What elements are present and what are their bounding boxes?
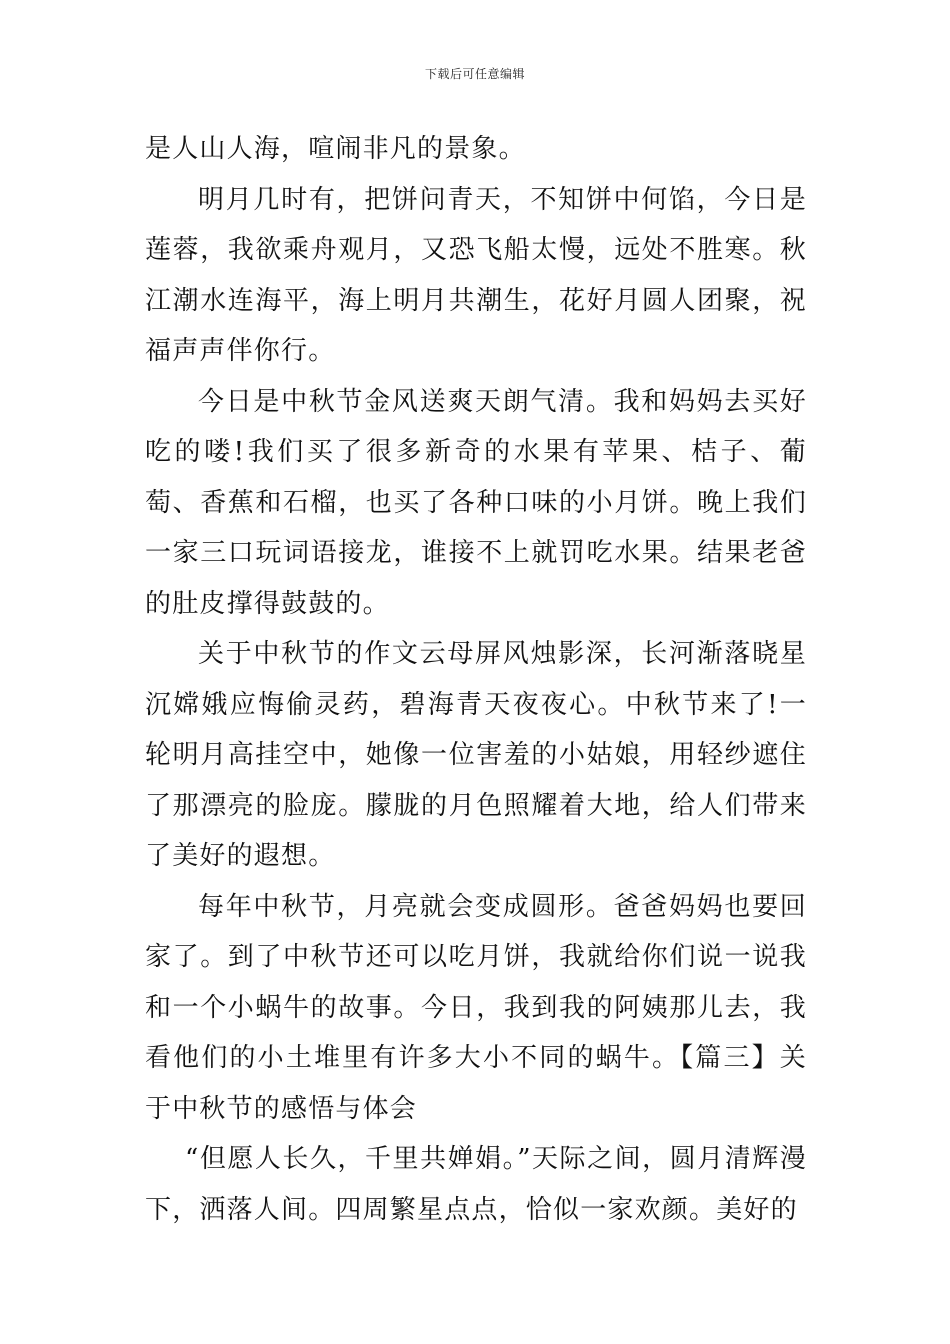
paragraph-essay-moon: 关于中秋节的作文云母屏风烛影深，长河渐落晓星沉嫦娥应悔偷灵药，碧海青天夜夜心。中秋节来了!一轮明月高挂空中，她像一位害羞的小姑娘，用轻纱遮住了那漂亮的脸庞。朦胧的月色照耀着大地，给人们带来了美好的遐想。 [145,639,807,871]
page-header-note: 下载后可任意编辑 [424,67,525,81]
paragraph-quote-opening: “但愿人长久，千里共婵娟。”天际之间，圆月清辉漫下，洒落人间。四周繁星点点，恰似一家欢颜。美好的 [145,1144,807,1225]
document-body [145,124,807,1235]
paragraph-shopping-with-mom: 今日是中秋节金风送爽天朗气清。我和妈妈去买好吃的喽!我们买了很多新奇的水果有苹果、桔子、葡萄、香蕉和石榴，也买了各种口味的小月饼。晚上我们一家三口玩词语接龙，谁接不上就罚吃水果。结果老爸的肚皮撑得鼓鼓的。 [145,386,807,619]
paragraph-mid-autumn-poem: 明月几时有，把饼问青天，不知饼中何馅，今日是莲蓉，我欲乘舟观月，又恐飞船太慢，远处不胜寒。秋江潮水连海平，海上明月共潮生，花好月圆人团聚，祝福声声伴你行。 [145,184,807,366]
paragraph-continuation: 是人山人海，喧闹非凡的景象。 [145,134,526,164]
paragraph-snail-story: 每年中秋节，月亮就会变成圆形。爸爸妈妈也要回家了。到了中秋节还可以吃月饼，我就给你们说一说我和一个小蜗牛的故事。今日，我到我的阿姨那儿去，我看他们的小土堆里有许多大小不同的蜗牛。【篇三】关于中秋节的感悟与体会 [145,891,807,1124]
